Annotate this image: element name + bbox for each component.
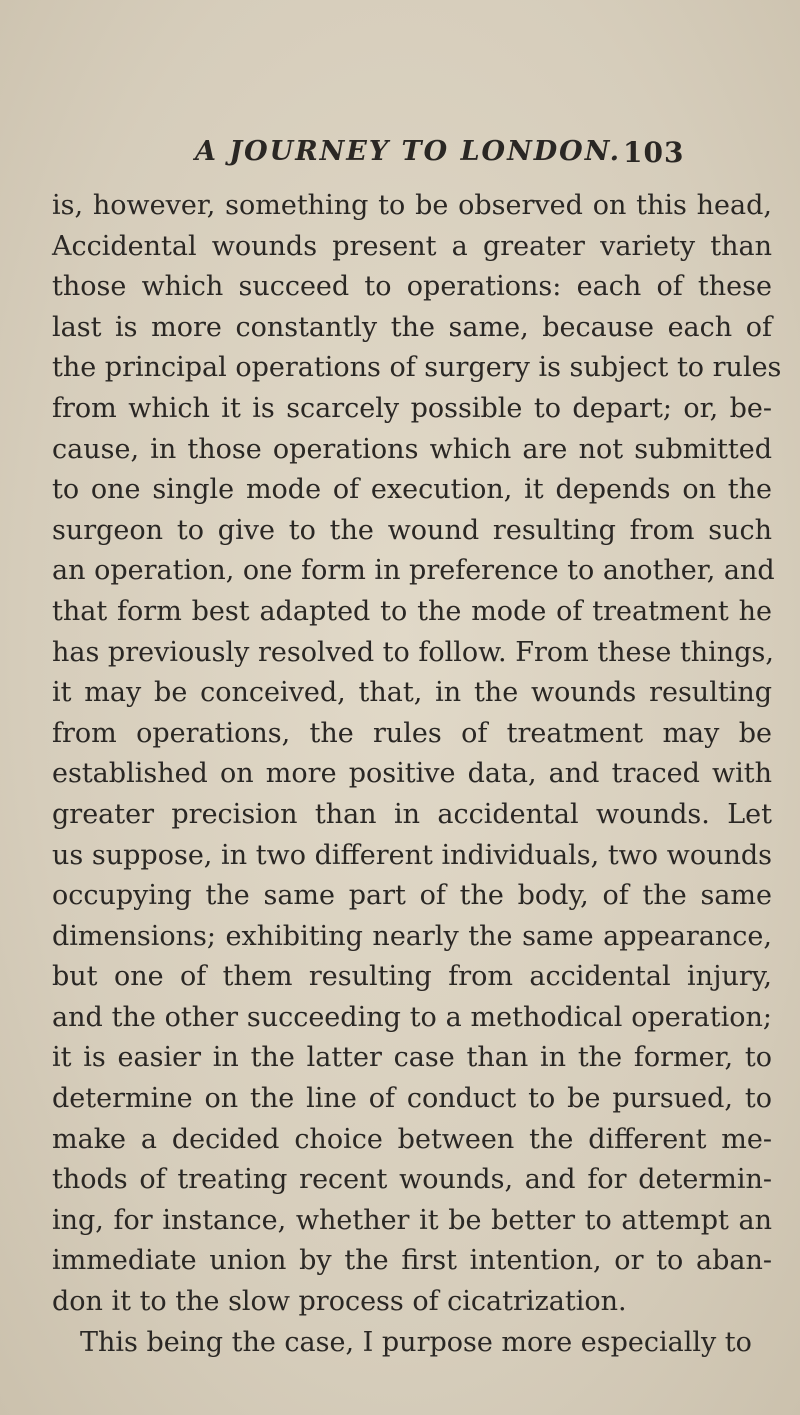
text-line: last is more constantly the same, because each of [52, 311, 772, 343]
text-line: ing, for instance, whether it be better to attempt an [52, 1204, 772, 1236]
text-line: has previously resolved to follow. From these things, [52, 636, 774, 668]
text-line: from operations, the rules of treatment may be [52, 717, 772, 749]
text-line: surgeon to give to the wound resulting from such [52, 514, 772, 546]
text-line: but one of them resulting from accidental injury, [52, 961, 772, 993]
text-line: is, however, something to be observed on this head, [52, 190, 772, 221]
text-line: established on more positive data, and traced with [52, 758, 772, 790]
text-line: that form best adapted to the mode of treatment he [52, 595, 772, 627]
text-line: immediate union by the first intention, or to aban- [52, 1245, 772, 1277]
text-line: greater precision than in accidental wounds. Let [52, 798, 772, 830]
text-line: an operation, one form in preference to another, and [52, 555, 775, 587]
text-line: occupying the same part of the body, of the same [52, 880, 772, 912]
text-line: dimensions; exhibiting nearly the same appearance, [52, 920, 772, 952]
text-line: those which succeed to operations: each of these [52, 271, 772, 303]
paragraph-start-line: This being the case, I purpose more especially to [80, 1326, 752, 1358]
text-line: from which it is scarcely possible to depart; or, be- [52, 392, 772, 424]
text-line: us suppose, in two different individuals, two wounds [52, 839, 772, 871]
running-head: A JOURNEY TO LONDON. [195, 136, 622, 167]
body-text [52, 186, 782, 1363]
text-line: and the other succeeding to a methodical operation; [52, 1001, 772, 1033]
text-line: thods of treating recent wounds, and for determin- [52, 1164, 772, 1196]
text-line: it may be conceived, that, in the wounds resulting [52, 677, 772, 709]
paragraph-end-line: don it to the slow process of cicatrization. [52, 1286, 627, 1318]
text-line: to one single mode of execution, it depends on the [52, 474, 772, 506]
text-line: determine on the line of conduct to be pursued, to [52, 1083, 772, 1115]
page-header [195, 136, 800, 176]
text-line: Accidental wounds present a greater variety than [52, 230, 772, 262]
text-line: make a decided choice between the different me- [52, 1123, 772, 1155]
text-line: it is easier in the latter case than in the former, to [52, 1042, 772, 1074]
text-line: the principal operations of surgery is subject to rules [52, 352, 782, 384]
text-line: cause, in those operations which are not submitted [52, 433, 772, 465]
page-number: 103 [623, 136, 685, 169]
